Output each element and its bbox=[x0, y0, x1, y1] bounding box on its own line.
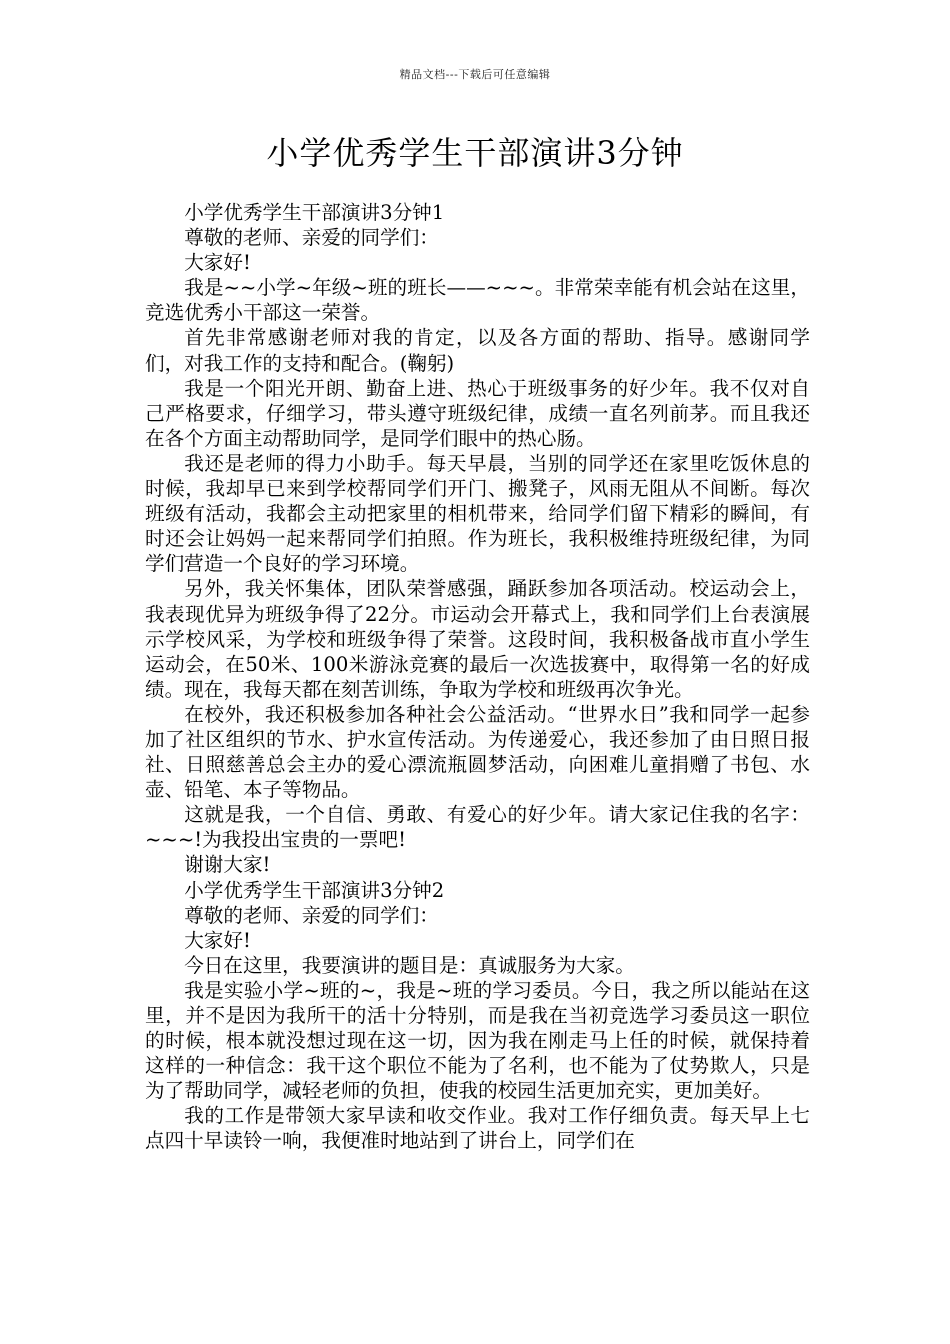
paragraph: 尊敬的老师、亲爱的同学们： bbox=[184, 903, 439, 927]
document-body bbox=[145, 200, 810, 1154]
paragraph: 小学优秀学生干部演讲3分钟2 bbox=[184, 878, 445, 902]
paragraph: 首先非常感谢老师对我的肯定，以及各方面的帮助、指导。感谢同学们，对我工作的支持和配合。(鞠躬) bbox=[145, 326, 810, 375]
paragraph: 我是一个阳光开朗、勤奋上进、热心于班级事务的好少年。我不仅对自己严格要求，仔细学习，带头遵守班级纪律，成绩一直名列前茅。而且我还在各个方面主动帮助同学，是同学们眼中的热心肠。 bbox=[145, 376, 810, 450]
paragraph: 我是实验小学~班的~，我是~班的学习委员。今日，我之所以能站在这里，并不是因为我所干的活十分特别，而是我在当初竞选学习委员这一职位的时候，根本就没想过现在这一切，因为我在刚走马上任的时候，就保持着这样的一种信念：我干这个职位不能为了名利，也不能为了仗势欺人，只是为了帮助同学，减轻老师的负担，使我的校园生活更加充实，更加美好。 bbox=[145, 978, 810, 1103]
paragraph: 在校外，我还积极参加各种社会公益活动。“世界水日”我和同学一起参加了社区组织的节水、护水宣传活动。为传递爱心，我还参加了由日照日报社、日照慈善总会主办的爱心漂流瓶圆梦活动，向困难儿童捐赠了书包、水壶、铅笔、本子等物品。 bbox=[145, 702, 810, 802]
paragraph: 我是~~小学~年级~班的班长——~~~。非常荣幸能有机会站在这里，竞选优秀小干部这一荣誉。 bbox=[145, 276, 810, 325]
paragraph: 尊敬的老师、亲爱的同学们： bbox=[184, 226, 439, 250]
paragraph: 今日在这里，我要演讲的题目是：真诚服务为大家。 bbox=[184, 953, 635, 977]
document-title: 小学优秀学生干部演讲3分钟 bbox=[266, 134, 684, 172]
paragraph: 大家好! bbox=[184, 251, 251, 275]
paragraph: 大家好! bbox=[184, 928, 251, 952]
paragraph: 我还是老师的得力小助手。每天早晨，当别的同学还在家里吃饭休息的时候，我却早已来到学校帮同学们开门、搬凳子，风雨无阻从不间断。每次班级有活动，我都会主动把家里的相机带来，给同学们留下精彩的瞬间，有时还会让妈妈一起来帮同学们拍照。作为班长，我积极维持班级纪律，为同学们营造一个良好的学习环境。 bbox=[145, 451, 810, 576]
paragraph: 这就是我，一个自信、勇敢、有爱心的好少年。请大家记住我的名字：~~~!为我投出宝贵的一票吧! bbox=[145, 803, 810, 852]
paragraph: 我的工作是带领大家早读和收交作业。我对工作仔细负责。每天早上七点四十早读铃一响，我便准时地站到了讲台上，同学们在 bbox=[145, 1104, 810, 1153]
paragraph: 小学优秀学生干部演讲3分钟1 bbox=[184, 201, 445, 224]
paragraph: 另外，我关怀集体，团队荣誉感强，踊跃参加各项活动。校运动会上，我表现优异为班级争得了22分。市运动会开幕式上，我和同学们上台表演展示学校风采，为学校和班级争得了荣誉。这段时间，我积极备战市直小学生运动会，在50米、100米游泳竞赛的最后一次选拔赛中，取得第一名的好成绩。现在，我每天都在刻苦训练，争取为学校和班级再次争光。 bbox=[145, 577, 810, 701]
page-header-note: 精品文档---下载后可任意编辑 bbox=[399, 68, 551, 81]
paragraph: 谢谢大家! bbox=[184, 853, 271, 877]
